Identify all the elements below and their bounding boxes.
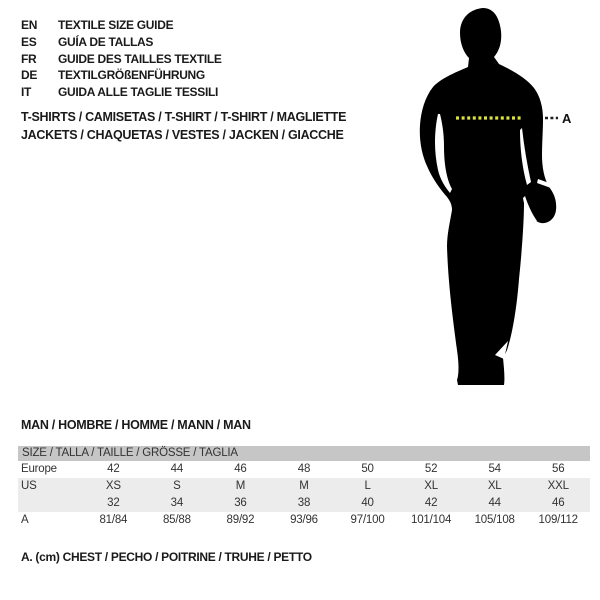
language-label: TEXTILE SIZE GUIDE — [58, 18, 174, 32]
size-value: 54 — [488, 463, 501, 475]
size-value: 101/104 — [411, 514, 452, 526]
size-value: 85/88 — [162, 514, 191, 526]
garment-categories — [21, 108, 346, 144]
size-value: 89/92 — [226, 514, 255, 526]
size-value: 34 — [170, 497, 184, 509]
size-value: 40 — [361, 497, 374, 509]
table-row-europe — [18, 461, 590, 478]
row-label: US — [21, 480, 37, 492]
category-jackets: JACKETS / CHAQUETAS / VESTES / JACKEN / GIACCHE — [21, 128, 344, 142]
language-row — [21, 67, 222, 84]
language-label: GUIDA ALLE TAGLIE TESSILI — [58, 85, 219, 100]
size-value: 36 — [234, 497, 247, 509]
size-value: 44 — [170, 463, 184, 475]
size-value: 97/100 — [350, 514, 385, 526]
language-code: DE — [21, 68, 38, 83]
language-row — [21, 51, 222, 68]
language-label: TEXTILGRÖßENFÜHRUNG — [58, 68, 205, 83]
size-value: 46 — [552, 497, 565, 509]
size-value: 42 — [107, 463, 120, 475]
size-value: 109/112 — [538, 514, 578, 526]
language-code: EN — [21, 18, 38, 32]
size-value: S — [173, 480, 181, 492]
size-value: 38 — [297, 497, 311, 509]
size-value: XS — [105, 480, 121, 492]
table-row-us — [18, 478, 590, 495]
size-value: 81/84 — [99, 514, 128, 526]
size-table — [18, 446, 590, 529]
language-code: FR — [21, 51, 37, 66]
size-value: 42 — [424, 497, 438, 509]
language-row — [21, 84, 222, 101]
measurement-footnote: A. (cm) CHEST / PECHO / POITRINE / TRUHE / PETTO — [21, 550, 312, 564]
size-value: 32 — [107, 497, 120, 509]
table-row-numeric — [18, 495, 590, 512]
size-value: XXL — [547, 480, 569, 492]
size-value: 48 — [297, 463, 311, 475]
size-value: 46 — [234, 463, 247, 475]
size-value: 44 — [488, 497, 501, 509]
size-value: 56 — [552, 463, 565, 475]
language-list — [21, 17, 222, 101]
section-title-man: MAN / HOMBRE / HOMME / MANN / MAN — [21, 418, 251, 432]
size-value: XL — [424, 480, 438, 492]
language-label: GUÍA DE TALLAS — [58, 34, 154, 49]
row-label: A — [21, 514, 29, 526]
size-value: M — [299, 480, 309, 492]
language-code: IT — [21, 85, 32, 100]
row-label: Europe — [21, 463, 57, 475]
table-row-chest — [18, 512, 590, 529]
measure-label-a: A — [562, 111, 572, 126]
man-silhouette-figure — [390, 0, 600, 400]
language-label: GUIDE DES TAILLES TEXTILE — [58, 51, 222, 66]
size-value: M — [235, 480, 246, 492]
man-silhouette — [420, 8, 556, 385]
language-row — [21, 34, 222, 51]
language-row — [21, 17, 222, 34]
row-label — [18, 495, 82, 512]
size-value: 105/108 — [474, 514, 515, 526]
size-value: XL — [487, 480, 502, 492]
category-tshirts: T-SHIRTS / CAMISETAS / T-SHIRT / T-SHIRT / MAGLIETTE — [21, 110, 347, 124]
language-code: ES — [21, 34, 37, 49]
size-value: 93/96 — [290, 514, 318, 526]
size-value: L — [364, 480, 371, 492]
size-value: 50 — [361, 463, 374, 475]
size-table-header: SIZE / TALLA / TAILLE / GRÖSSE / TAGLIA — [18, 446, 590, 461]
size-value: 52 — [424, 463, 438, 475]
